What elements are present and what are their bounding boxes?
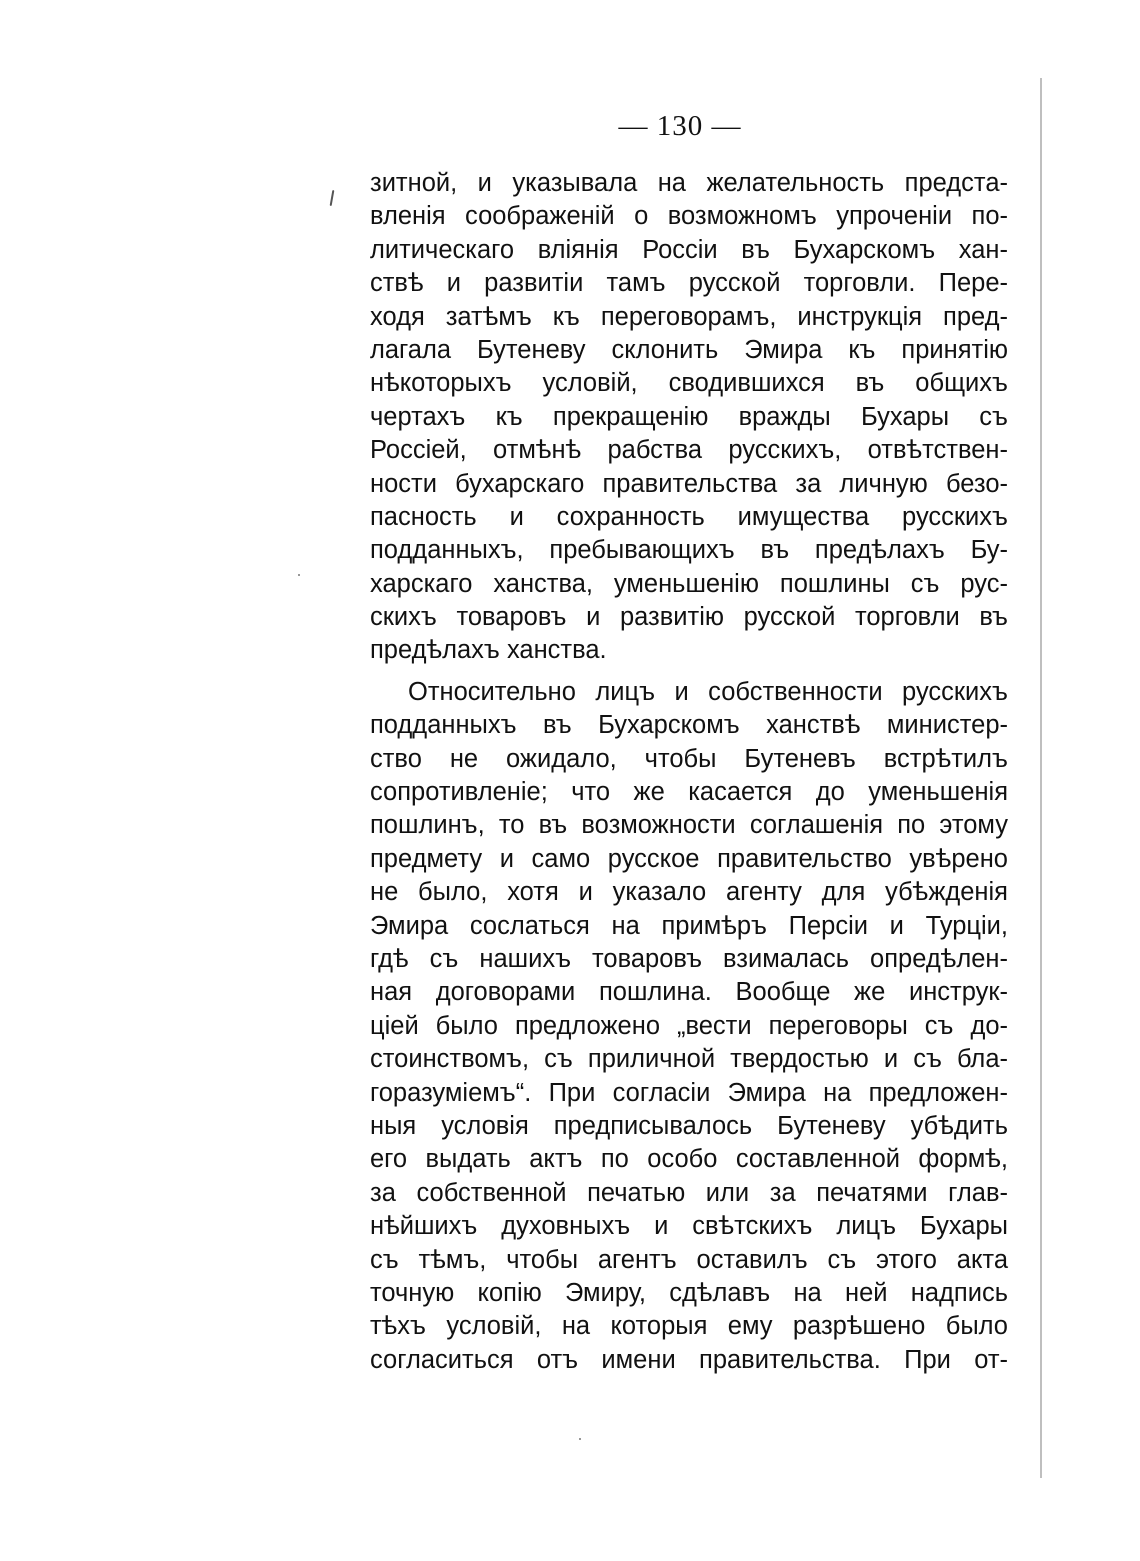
text-line: за собственной печатью или за печатями глав- [370, 1178, 1008, 1207]
paragraph-1 [370, 167, 1008, 668]
text-line: нѣкоторыхъ условій, сводившихся въ общихъ [370, 369, 1008, 398]
text-line: согласиться отъ имени правительства. При от- [370, 1345, 1008, 1374]
text-line: сопротивленіе; что же касается до уменьшенія [370, 778, 1008, 807]
scan-speck [298, 574, 300, 576]
text-line: зитной, и указывала на желательность предста- [370, 169, 1008, 197]
text-line: ствѣ и развитіи тамъ русской торговли. Пере- [370, 269, 1008, 298]
page-number: — 130 — [618, 110, 742, 142]
body-text [370, 167, 1008, 1377]
text-line: нѣйшихъ духовныхъ и свѣтскихъ лицъ Бухары [370, 1212, 1008, 1241]
scan-speck [579, 1438, 581, 1440]
text-line: Эмира сослаться на примѣръ Персіи и Турціи, [370, 911, 1008, 940]
text-line: точную копію Эмиру, сдѣлавъ на ней надпись [370, 1278, 1008, 1307]
page-edge-line [1040, 78, 1042, 1478]
text-line: стоинствомъ, съ приличной твердостью и съ бла- [370, 1045, 1008, 1074]
text-line: вленія соображеній о возможномъ упроченіи по- [370, 202, 1008, 231]
text-line: предѣлахъ ханства. [370, 636, 607, 665]
text-line: предмету и само русское правительство увѣрено [370, 844, 1008, 873]
text-line: литическаго вліянія Россіи въ Бухарскомъ хан- [370, 235, 1008, 264]
margin-pencil-mark [330, 190, 335, 206]
text-line: ныя условія предписывалось Бутеневу убѣдить [370, 1111, 1008, 1140]
text-line: его выдать актъ по особо составленной формѣ, [370, 1145, 1008, 1174]
text-line: пасность и сохранность имущества русскихъ [370, 502, 1008, 531]
text-line: ходя затѣмъ къ переговорамъ, инструкція пред- [370, 302, 1008, 331]
text-line: Относительно лицъ и собственности русскихъ [408, 677, 1008, 706]
text-line: не было, хотя и указало агенту для убѣжденія [370, 878, 1008, 907]
text-line: скихъ товаровъ и развитію русской торговли въ [370, 603, 1008, 632]
text-line: Россіей, отмѣнѣ рабства русскихъ, отвѣтствен- [370, 436, 1008, 465]
text-line: харскаго ханства, уменьшенію пошлины съ рус- [370, 569, 1008, 598]
text-line: ціей было предложено „вести переговоры съ до- [370, 1011, 1008, 1040]
text-line: подданныхъ въ Бухарскомъ ханствѣ министер- [370, 711, 1008, 740]
text-line: ная договорами пошлина. Вообще же инструк- [370, 978, 1008, 1007]
text-line: горазуміемъ“. При согласіи Эмира на предложен- [370, 1078, 1008, 1107]
text-line: подданныхъ, пребывающихъ въ предѣлахъ Бу- [370, 536, 1008, 565]
paragraph-2 [370, 676, 1008, 1377]
paragraph-gap [370, 668, 1008, 676]
text-line: ство не ожидало, чтобы Бутеневъ встрѣтилъ [370, 744, 1008, 773]
text-line: тѣхъ условій, на которыя ему разрѣшено было [370, 1312, 1008, 1341]
text-line: пошлинъ, то въ возможности соглашенія по этому [370, 811, 1008, 840]
text-line: гдѣ съ нашихъ товаровъ взималась опредѣлен- [370, 944, 1008, 973]
text-line: ности бухарскаго правительства за личную безо- [370, 469, 1008, 498]
text-line: чертахъ къ прекращенію вражды Бухары съ [370, 402, 1008, 431]
text-line: съ тѣмъ, чтобы агентъ оставилъ съ этого акта [370, 1245, 1008, 1274]
text-line: лагала Бутеневу склонить Эмира къ принятію [370, 335, 1008, 364]
